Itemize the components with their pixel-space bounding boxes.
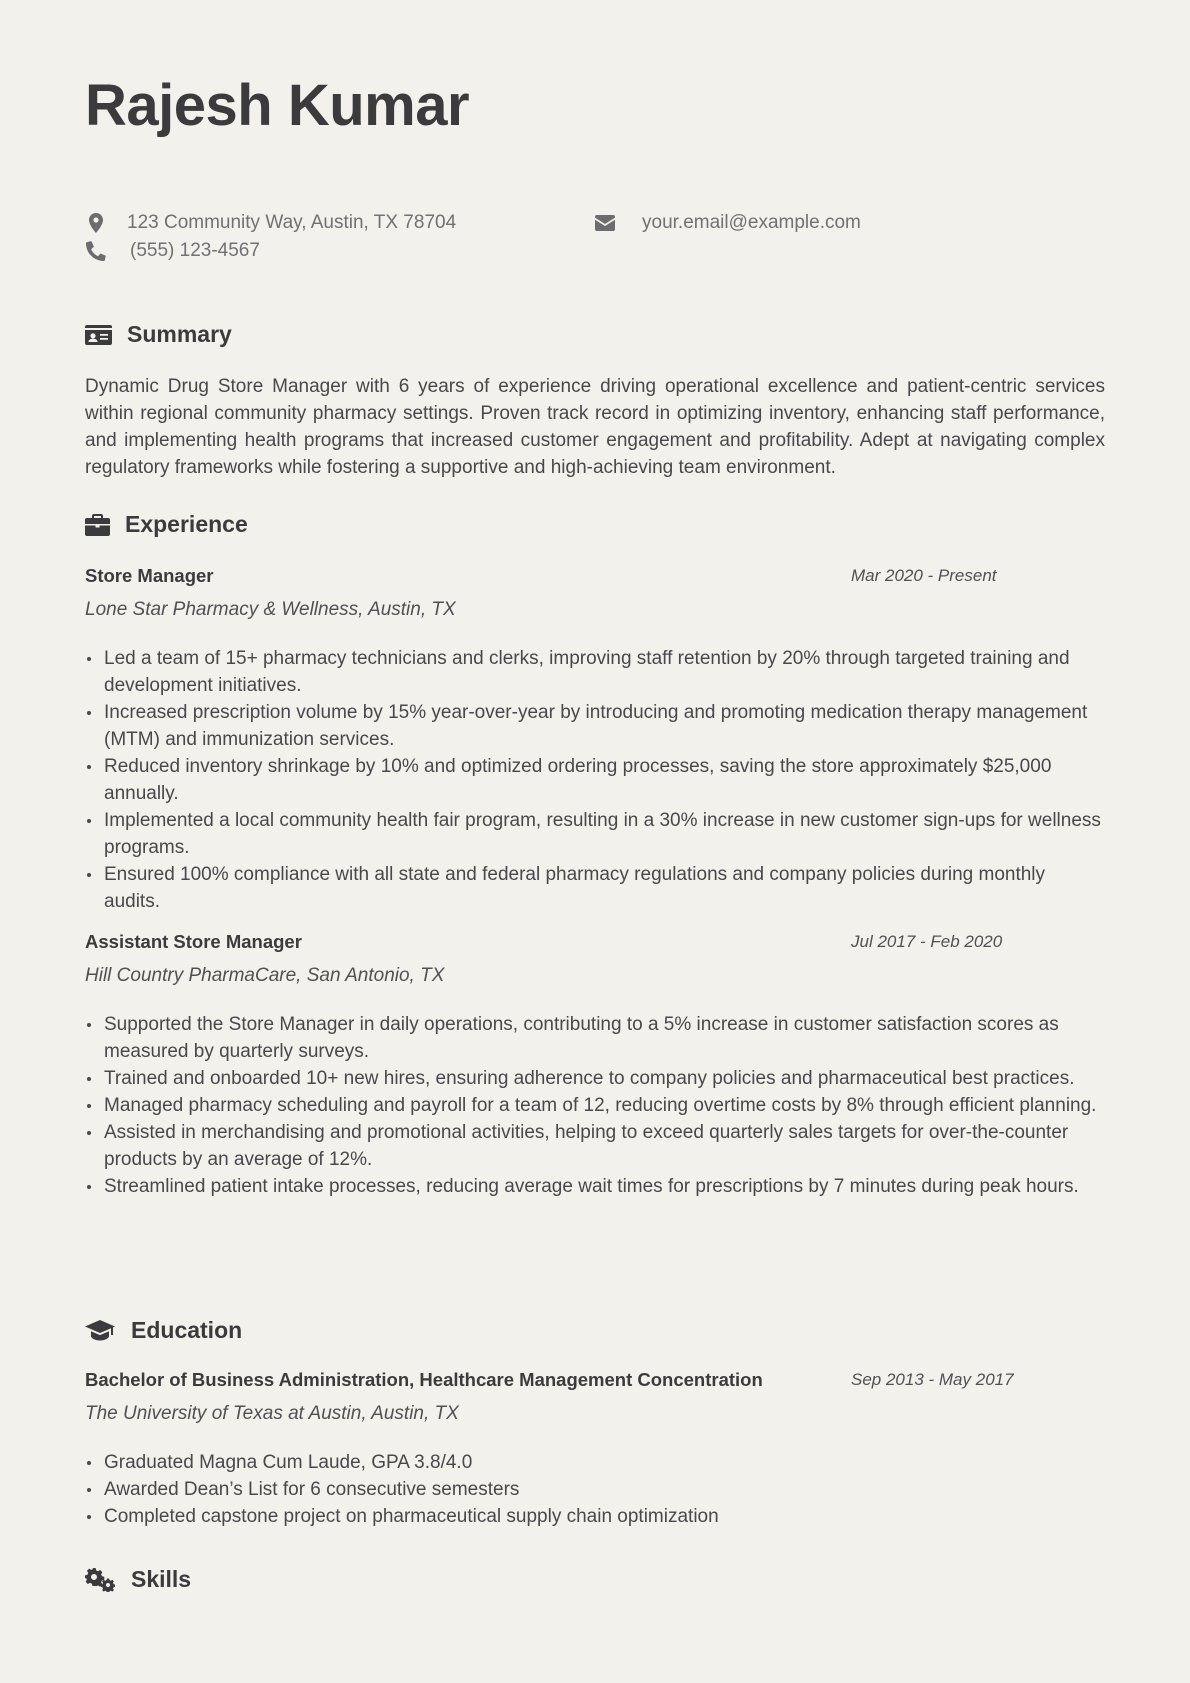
job-role: Assistant Store Manager [85,931,302,952]
envelope-icon [594,212,616,234]
job-bullets [85,645,1105,915]
list-item: Graduated Magna Cum Laude, GPA 3.8/4.0 [85,1449,1105,1476]
education-heading [85,1317,242,1344]
education-bullets [85,1449,1105,1530]
candidate-name: Rajesh Kumar [85,73,470,138]
job-organization: Hill Country PharmaCare, San Antonio, TX [85,965,445,986]
education-dates: Sep 2013 - May 2017 [851,1370,1014,1389]
job-dates: Jul 2017 - Feb 2020 [851,932,1003,951]
list-item: Assisted in merchandising and promotional activities, helping to exceed quarterly sales targets for over-the-counter products by an average of 12%. [85,1119,1105,1173]
list-item: Ensured 100% compliance with all state and federal pharmacy regulations and company policies during monthly audits. [85,861,1105,915]
briefcase-icon [85,514,110,536]
summary-text: Dynamic Drug Store Manager with 6 years of experience driving operational excellence and patient-centric services within regional community pharmacy settings. Proven track record in optimizing inventory, enhancing staff performance, and implementing health programs that increased customer engagement and profitability. Adept at navigating complex regulatory frameworks while fostering a supportive and high-achieving team environment. [85,376,1105,478]
id-card-icon [85,324,112,346]
list-item: Increased prescription volume by 15% year-over-year by introducing and promoting medication therapy management (MTM) and immunization services. [85,699,1105,753]
map-marker-icon [85,212,107,234]
list-item: Implemented a local community health fair program, resulting in a 30% increase in new customer sign-ups for wellness programs. [85,807,1105,861]
graduation-cap-icon [85,1320,115,1342]
contact-email [594,212,861,234]
list-item: Completed capstone project on pharmaceutical supply chain optimization [85,1503,1105,1530]
email-text: your.email@example.com [642,212,861,233]
job-role: Store Manager [85,565,214,586]
education-title: Education [131,1317,243,1343]
skills-title: Skills [131,1566,192,1592]
address-text: 123 Community Way, Austin, TX 78704 [127,212,457,233]
skills-heading [85,1566,191,1593]
list-item: Streamlined patient intake processes, reducing average wait times for prescriptions by 7 minutes during peak hours. [85,1173,1105,1200]
list-item: Supported the Store Manager in daily operations, contributing to a 5% increase in customer satisfaction scores as measured by quarterly surveys. [85,1011,1105,1065]
degree-title: Bachelor of Business Administration, Healthcare Management Concentration [85,1369,763,1390]
list-item: Managed pharmacy scheduling and payroll for a team of 12, reducing overtime costs by 8% through efficient planning. [85,1092,1105,1119]
list-item: Reduced inventory shrinkage by 10% and optimized ordering processes, saving the store approximately $25,000 annually. [85,753,1105,807]
phone-icon [85,240,107,262]
job-organization: Lone Star Pharmacy & Wellness, Austin, TX [85,599,456,620]
list-item: Awarded Dean’s List for 6 consecutive semesters [85,1476,1105,1503]
list-item: Led a team of 15+ pharmacy technicians and clerks, improving staff retention by 20% through targeted training and development initiatives. [85,645,1105,699]
job-dates: Mar 2020 - Present [851,566,997,585]
contact-address [85,212,456,234]
education-institution: The University of Texas at Austin, Austin, TX [85,1403,459,1424]
experience-heading [85,511,248,538]
experience-title: Experience [125,511,248,537]
list-item: Trained and onboarded 10+ new hires, ensuring adherence to company policies and pharmaceutical best practices. [85,1065,1105,1092]
job-bullets [85,1011,1105,1200]
phone-text: (555) 123-4567 [130,240,260,261]
gears-icon [85,1568,115,1592]
contact-phone [85,240,260,262]
summary-heading [85,321,232,348]
summary-title: Summary [127,321,232,347]
